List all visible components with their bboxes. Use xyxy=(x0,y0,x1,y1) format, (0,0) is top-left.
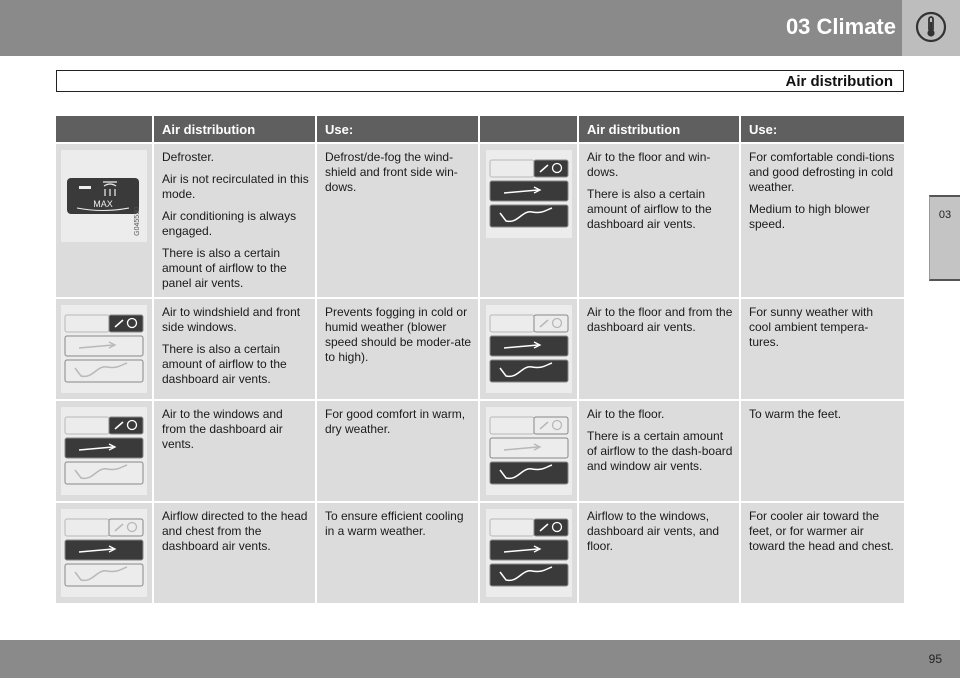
windows-dashboard-airflow-icon xyxy=(61,407,147,495)
use-cell xyxy=(740,143,904,298)
table-row xyxy=(56,502,904,603)
paragraph: Defrost/de-fog the wind-shield and front side win-dows. xyxy=(325,150,458,194)
column-header-use-right: Use: xyxy=(740,116,904,143)
column-header-image-right xyxy=(479,116,578,143)
use-cell xyxy=(316,298,479,400)
top-bar xyxy=(0,0,960,56)
paragraph: There is also a certain amount of airflow to the panel air vents. xyxy=(162,246,287,290)
airflow-image-cell xyxy=(56,400,153,502)
chapter-side-tab[interactable] xyxy=(929,195,960,281)
airflow-image-cell xyxy=(56,298,153,400)
chapter-title: 03 Climate xyxy=(785,14,896,39)
distribution-cell xyxy=(153,143,316,298)
use-cell xyxy=(316,400,479,502)
paragraph: To ensure efficient cooling in a warm weather. xyxy=(325,509,464,538)
page-number: 95 xyxy=(928,652,942,666)
column-header-distribution-left: Air distribution xyxy=(153,116,316,143)
airflow-image-cell xyxy=(479,502,578,603)
paragraph: Medium to high blower speed. xyxy=(749,202,870,231)
paragraph: For good comfort in warm, dry weather. xyxy=(325,407,466,436)
distribution-cell xyxy=(578,502,740,603)
paragraph: Air is not recirculated in this mode. xyxy=(162,172,309,201)
paragraph: There is also a certain amount of airflow to the dashboard air vents. xyxy=(587,187,712,231)
paragraph: There is also a certain amount of airflow to the dashboard air vents. xyxy=(162,342,287,386)
paragraph: Air to the floor and win-dows. xyxy=(587,150,711,179)
paragraph: For cooler air toward the feet, or for warmer air toward the head and chest. xyxy=(749,509,894,553)
section-header xyxy=(56,70,904,92)
table-header-row xyxy=(56,116,904,143)
column-header-distribution-right: Air distribution xyxy=(578,116,740,143)
paragraph: Defroster. xyxy=(162,150,215,164)
airflow-image-cell xyxy=(479,400,578,502)
defroster-max-button-icon xyxy=(61,150,147,242)
airflow-image-cell xyxy=(479,143,578,298)
floor-airflow-icon xyxy=(486,407,572,495)
paragraph: To warm the feet. xyxy=(749,407,842,421)
paragraph: Airflow directed to the head and chest from the dashboard air vents. xyxy=(162,509,308,553)
paragraph: Air to windshield and front side windows. xyxy=(162,305,301,334)
distribution-cell xyxy=(153,400,316,502)
paragraph: Air to the floor. xyxy=(587,407,665,421)
windows-dashboard-floor-airflow-icon xyxy=(486,509,572,597)
paragraph: Prevents fogging in cold or humid weather (blower speed should be moder-ate to high). xyxy=(325,305,472,364)
paragraph: Air to the windows and from the dashboard air vents. xyxy=(162,407,283,451)
distribution-cell xyxy=(153,298,316,400)
use-cell xyxy=(740,502,904,603)
max-button-label: MAX xyxy=(93,199,113,209)
distribution-cell xyxy=(578,298,740,400)
head-chest-airflow-icon xyxy=(61,509,147,597)
distribution-cell xyxy=(153,502,316,603)
paragraph: Air to the floor and from the dashboard air vents. xyxy=(587,305,733,334)
airflow-image-cell xyxy=(56,143,153,298)
image-code-label: G045530 xyxy=(134,207,141,236)
thermometer-icon xyxy=(915,11,947,43)
use-cell xyxy=(316,143,479,298)
table-row xyxy=(56,400,904,502)
bottom-bar xyxy=(0,640,960,678)
paragraph: For comfortable condi-tions and good defrosting in cold weather. xyxy=(749,150,895,194)
paragraph: For sunny weather with cool ambient tempera-tures. xyxy=(749,305,874,349)
paragraph: Airflow to the windows, dashboard air vents, and floor. xyxy=(587,509,720,553)
distribution-cell xyxy=(578,400,740,502)
floor-and-dashboard-airflow-icon xyxy=(486,150,572,238)
chapter-icon-box xyxy=(902,0,960,56)
paragraph: Air conditioning is always engaged. xyxy=(162,209,297,238)
use-cell xyxy=(740,400,904,502)
floor-dashboard-airflow-icon xyxy=(486,305,572,393)
use-cell xyxy=(740,298,904,400)
column-header-image-left xyxy=(56,116,153,143)
windshield-airflow-icon xyxy=(61,305,147,393)
use-cell xyxy=(316,502,479,603)
distribution-cell xyxy=(578,143,740,298)
side-tab-label: 03 xyxy=(938,209,952,221)
airflow-image-cell xyxy=(479,298,578,400)
section-title: Air distribution xyxy=(785,73,893,90)
paragraph: There is a certain amount of airflow to the dash-board and window air vents. xyxy=(587,429,733,473)
column-header-use-left: Use: xyxy=(316,116,479,143)
air-distribution-table xyxy=(56,116,904,603)
table-row xyxy=(56,143,904,298)
airflow-image-cell xyxy=(56,502,153,603)
table-row xyxy=(56,298,904,400)
